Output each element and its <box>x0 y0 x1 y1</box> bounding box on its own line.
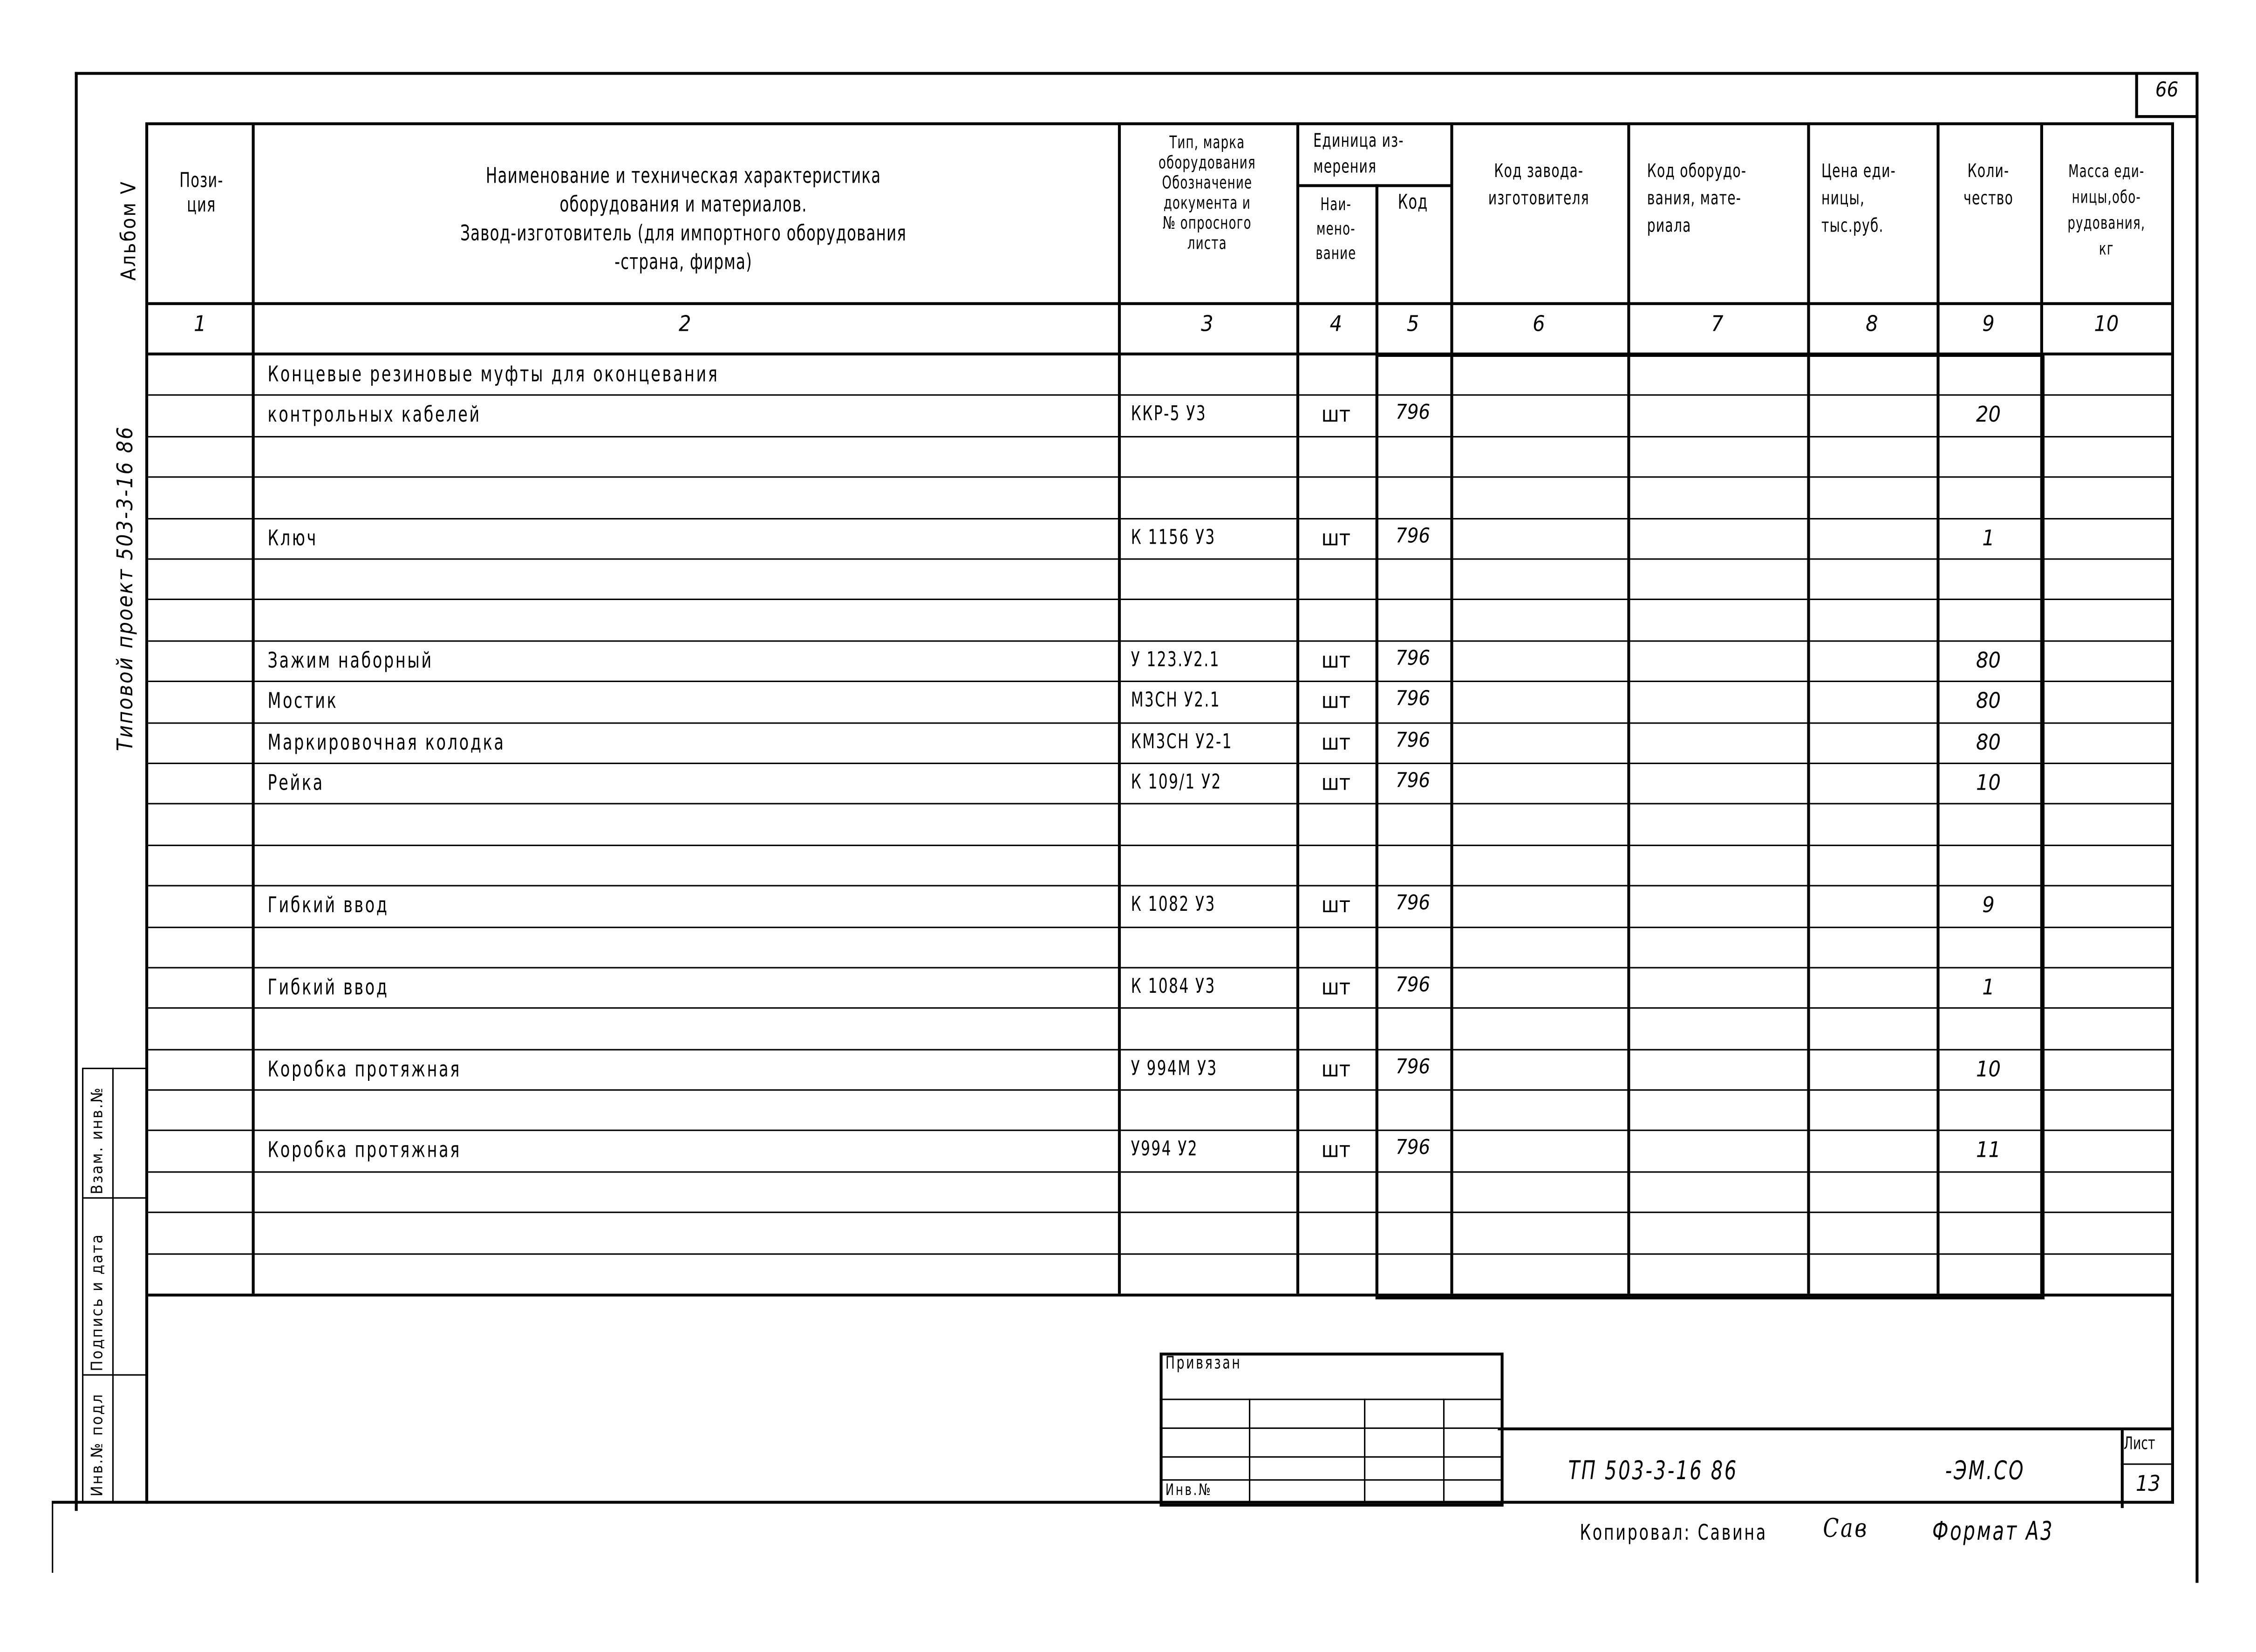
row-quantity: 9 <box>1982 892 1995 918</box>
sheet-label: Лист <box>2123 1433 2155 1454</box>
row-item-name: Гибкий ввод <box>267 892 389 918</box>
row-unit: шт <box>1321 892 1351 918</box>
row-quantity: 10 <box>1976 1055 2001 1082</box>
row-divider <box>148 558 2173 560</box>
row-unit-code: 796 <box>1395 647 1431 670</box>
row-divider <box>148 477 2173 478</box>
row-divider <box>148 640 2173 642</box>
row-divider <box>148 681 2173 682</box>
row-item-type: У994 У2 <box>1131 1139 1199 1162</box>
header-unit-code: Код <box>1397 191 1428 215</box>
row-unit-code: 796 <box>1395 525 1431 548</box>
header-quantity: Коли- чество <box>1963 161 2014 210</box>
header-equipment-code: Код оборудо- вания, мате- риала <box>1647 161 1747 238</box>
column-divider <box>1450 123 1452 1294</box>
row-divider <box>148 518 2173 519</box>
row-item-type: У 123.У2.1 <box>1131 649 1220 672</box>
row-divider <box>148 844 2173 846</box>
column-number: 3 <box>1201 311 1213 337</box>
replaces-inv-label: Взам. инв.№ <box>88 1086 107 1195</box>
column-divider <box>1807 123 1809 1294</box>
column-number: 6 <box>1533 311 1545 337</box>
row-divider <box>148 926 2173 928</box>
header-unit-name: Наи- мено- вание <box>1315 194 1356 264</box>
row-divider <box>148 1171 2173 1173</box>
row-divider <box>148 599 2173 601</box>
project-label: Типовой проект 503-3-16 86 <box>112 425 138 751</box>
column-number: 2 <box>678 311 691 337</box>
row-divider <box>148 436 2173 437</box>
row-quantity: 80 <box>1976 688 2001 714</box>
attached-label: Привязан <box>1165 1352 1242 1373</box>
row-divider <box>148 1049 2173 1050</box>
row-unit-code: 796 <box>1395 892 1431 915</box>
row-quantity: 80 <box>1976 729 2001 755</box>
row-divider <box>148 1008 2173 1009</box>
row-item-name: Рейка <box>267 770 324 796</box>
column-number: 5 <box>1406 311 1419 337</box>
row-item-name: Коробка протяжная <box>267 1137 462 1163</box>
column-number: 7 <box>1711 311 1724 337</box>
row-divider <box>148 803 2173 805</box>
row-unit: шт <box>1321 525 1351 551</box>
column-divider <box>1627 123 1629 1294</box>
row-item-name: Мостик <box>267 688 338 714</box>
row-item-name: Коробка протяжная <box>267 1055 462 1082</box>
row-unit-code: 796 <box>1395 1055 1431 1079</box>
row-unit-code: 796 <box>1395 974 1431 997</box>
row-item-type: К 1156 У3 <box>1131 526 1216 549</box>
column-divider <box>252 123 254 1294</box>
row-unit-code: 796 <box>1395 729 1431 752</box>
column-number: 10 <box>2094 311 2119 337</box>
row-divider <box>148 1089 2173 1091</box>
header-factory-code: Код завода- изготовителя <box>1488 161 1589 210</box>
column-number: 8 <box>1866 311 1878 337</box>
header-position: Пози- ция <box>179 170 224 218</box>
row-unit: шт <box>1321 770 1351 796</box>
row-item-type: У 994М У3 <box>1131 1057 1218 1080</box>
doc-code: ТП 503-3-16 86 <box>1568 1456 1738 1487</box>
column-divider <box>2040 123 2043 1294</box>
row-unit-code: 796 <box>1395 402 1431 425</box>
row-divider <box>148 1253 2173 1254</box>
column-number: 9 <box>1982 311 1995 337</box>
inv-no-label: Инв.№ <box>1165 1481 1213 1500</box>
row-item-type: К 1084 У3 <box>1131 975 1216 999</box>
row-item-name: Гибкий ввод <box>267 974 389 1000</box>
row-unit-code: 796 <box>1395 1137 1431 1160</box>
row-quantity: 1 <box>1982 525 1995 551</box>
row-unit: шт <box>1321 1137 1351 1163</box>
column-divider <box>1118 123 1120 1294</box>
signature-date-label: Подпись и дата <box>88 1233 107 1372</box>
row-quantity: 1 <box>1982 974 1995 1000</box>
row-unit: шт <box>1321 647 1351 673</box>
row-divider <box>148 395 2173 396</box>
row-item-type: К 109/1 У2 <box>1131 771 1222 794</box>
row-quantity: 80 <box>1976 647 2001 673</box>
header-price: Цена еди- ницы, тыс.руб. <box>1821 161 1896 238</box>
header-mass: Масса еди- ницы,обо- рудования, кг <box>2067 161 2146 259</box>
row-divider <box>148 885 2173 887</box>
row-item-type: М3СН У2.1 <box>1131 689 1221 713</box>
row-unit: шт <box>1321 1055 1351 1082</box>
row-divider <box>148 763 2173 764</box>
row-unit: шт <box>1321 402 1351 428</box>
album-label: Альбом V <box>118 180 141 281</box>
row-unit: шт <box>1321 688 1351 714</box>
copied-by: Копировал: Савина <box>1580 1519 1768 1546</box>
inv-orig-label: Инв.№ подл <box>88 1393 107 1497</box>
header-type: Тип, марка оборудования Обозначение документа и № опросного листа <box>1158 132 1256 253</box>
row-quantity: 20 <box>1976 402 2001 428</box>
row-item-name: Зажим наборный <box>267 647 433 673</box>
row-unit: шт <box>1321 729 1351 755</box>
column-number: 4 <box>1329 311 1343 337</box>
row-divider <box>148 1130 2173 1132</box>
row-item-name: Маркировочная колодка <box>267 729 505 755</box>
column-number: 1 <box>194 311 206 337</box>
row-quantity: 10 <box>1976 770 2001 796</box>
row-item-type: КМ3СН У2-1 <box>1131 730 1233 753</box>
row-item-name: контрольных кабелей <box>267 402 481 428</box>
row-divider <box>148 1212 2173 1213</box>
copier-signature: Сав <box>1823 1514 1868 1544</box>
row-item-name: Концевые резиновые муфты для оконцевания <box>267 361 719 387</box>
sheet-number: 13 <box>2135 1470 2161 1497</box>
row-item-type: К 1082 У3 <box>1131 894 1216 917</box>
row-unit: шт <box>1321 974 1351 1000</box>
row-quantity: 11 <box>1976 1137 2001 1163</box>
row-item-name: Ключ <box>267 525 318 551</box>
row-unit-code: 796 <box>1395 688 1431 711</box>
header-unit: Единица из- мерения <box>1313 131 1404 178</box>
row-divider <box>148 967 2173 968</box>
row-unit-code: 796 <box>1395 770 1431 793</box>
doc-mark: -ЭМ.СО <box>1945 1456 2025 1487</box>
sheet-format: Формат А3 <box>1932 1516 2054 1547</box>
header-name: Наименование и техническая характеристика оборудования и материалов. Завод-изготовитель (для импортного оборудования -страна, фирма) <box>460 163 907 275</box>
row-divider <box>148 722 2173 723</box>
page-number: 66 <box>2155 79 2179 102</box>
row-item-type: ККР-5 У3 <box>1131 403 1207 427</box>
